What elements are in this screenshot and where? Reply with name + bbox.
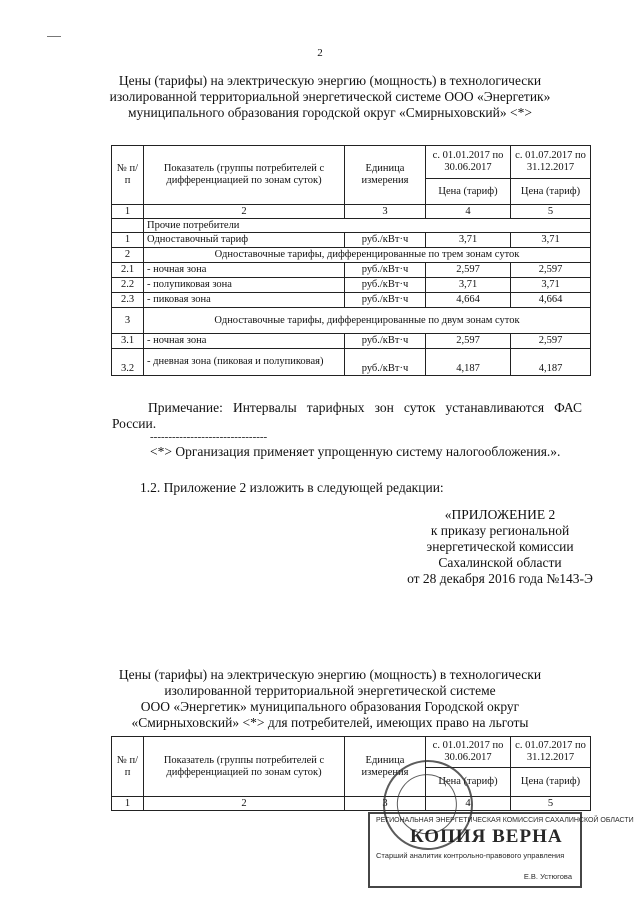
column-number: 1	[112, 205, 144, 219]
row-no: 1	[112, 233, 144, 248]
table2-title	[80, 667, 580, 731]
header-price-2: Цена (тариф)	[511, 768, 591, 797]
row-value-2: 3,71	[511, 278, 591, 293]
blank-cell	[112, 219, 144, 233]
section-no: 3	[112, 308, 144, 334]
table-row	[112, 233, 591, 248]
footnote: <*> Организация применяет упрощенную систему налогообложения.».	[150, 444, 561, 459]
title-line: «Смирныховский» <*> для потребителей, имеющих право на льготы	[131, 715, 529, 730]
column-number: 4	[426, 205, 511, 219]
header-indicator: Показатель (группы потребителей с дифференциацией по зонам суток)	[144, 146, 345, 205]
section-row	[112, 248, 591, 263]
appendix-line: «ПРИЛОЖЕНИЕ 2	[444, 507, 556, 522]
stamp-organization: РЕГИОНАЛЬНАЯ ЭНЕРГЕТИЧЕСКАЯ КОМИССИЯ САХАЛИНСКОЙ ОБЛАСТИ	[376, 817, 634, 824]
header-unit: Единица измерения	[345, 146, 426, 205]
header-no: № п/п	[112, 737, 144, 797]
row-unit: руб./кВт·ч	[345, 278, 426, 293]
page-number: 2	[317, 47, 323, 59]
row-unit: руб./кВт·ч	[345, 334, 426, 349]
row-name: - полупиковая зона	[144, 278, 345, 293]
row-value-1: 2,597	[426, 334, 511, 349]
header-period-2: с. 01.07.2017 по 31.12.2017	[511, 737, 591, 768]
column-number: 4	[426, 797, 511, 811]
appendix-line: энергетической комиссии	[426, 539, 574, 554]
header-price-1: Цена (тариф)	[426, 768, 511, 797]
table-row	[112, 293, 591, 308]
section-no: 2	[112, 248, 144, 263]
certified-copy-stamp	[368, 812, 634, 888]
column-number: 5	[511, 797, 591, 811]
section-title: Одноставочные тарифы, дифференцированные по двум зонам суток	[144, 308, 591, 334]
title-line: муниципального образования городской округ «Смирныховский» <*>	[128, 105, 532, 120]
header-price-1: Цена (тариф)	[426, 179, 511, 205]
stamp-position: Старший аналитик контрольно-правового управления	[376, 851, 565, 860]
row-value-2: 4,664	[511, 293, 591, 308]
row-no: 2.1	[112, 263, 144, 278]
row-value-2: 4,187	[511, 349, 591, 376]
scan-artifact	[47, 36, 61, 37]
row-unit: руб./кВт·ч	[345, 349, 426, 376]
row-value-1: 4,187	[426, 349, 511, 376]
stamp-signer: Е.В. Устюгова	[523, 872, 572, 881]
title-line: Цены (тарифы) на электрическую энергию (мощность) в технологически	[118, 73, 542, 88]
table-row	[112, 334, 591, 349]
footnote-separator: --------------------------------	[150, 431, 268, 443]
table1-title	[80, 73, 580, 121]
header-price-2: Цена (тариф)	[511, 179, 591, 205]
table-row	[112, 263, 591, 278]
row-no: 2.3	[112, 293, 144, 308]
row-value-2: 2,597	[511, 334, 591, 349]
column-number: 2	[144, 797, 345, 811]
row-unit: руб./кВт·ч	[345, 233, 426, 248]
header-no: № п/п	[112, 146, 144, 205]
column-number: 1	[112, 797, 144, 811]
row-value-1: 3,71	[426, 278, 511, 293]
table-row	[112, 278, 591, 293]
header-period-2: с. 01.07.2017 по 31.12.2017	[511, 146, 591, 179]
row-unit: руб./кВт·ч	[345, 293, 426, 308]
clause-1-2: 1.2. Приложение 2 изложить в следующей редакции:	[140, 480, 444, 495]
group-heading: Прочие потребители	[144, 219, 591, 233]
row-unit: руб./кВт·ч	[345, 263, 426, 278]
column-number: 5	[511, 205, 591, 219]
row-no: 3.1	[112, 334, 144, 349]
title-line: изолированной территориальной энергетической системе	[164, 683, 496, 698]
column-number: 3	[345, 797, 426, 811]
section-title: Одноставочные тарифы, дифференцированные по трем зонам суток	[144, 248, 591, 263]
appendix-header	[380, 507, 620, 587]
note-paragraph: Примечание: Интервалы тарифных зон суток устанавливаются ФАС России.	[112, 400, 582, 431]
table-row	[112, 349, 591, 376]
row-value-2: 2,597	[511, 263, 591, 278]
appendix-line: к приказу региональной	[430, 523, 570, 538]
row-name: - ночная зона	[144, 334, 345, 349]
header-indicator: Показатель (группы потребителей с дифференциацией по зонам суток)	[144, 737, 345, 797]
stamp-certified-copy: КОПИЯ ВЕРНА	[410, 826, 563, 847]
title-line: ООО «Энергетик» муниципального образования Городской округ	[140, 699, 520, 714]
row-value-1: 2,597	[426, 263, 511, 278]
title-line: изолированной территориальной энергетической системе ООО «Энергетик»	[109, 89, 551, 104]
header-unit: Единица измерения	[345, 737, 426, 797]
row-value-1: 3,71	[426, 233, 511, 248]
section-row	[112, 308, 591, 334]
row-value-1: 4,664	[426, 293, 511, 308]
appendix-line: от 28 декабря 2016 года №143-Э	[407, 571, 593, 586]
row-no: 2.2	[112, 278, 144, 293]
tariff-table-2	[111, 736, 591, 811]
title-line: Цены (тарифы) на электрическую энергию (мощность) в технологически	[118, 667, 542, 682]
header-period-1: с. 01.01.2017 по 30.06.2017	[426, 146, 511, 179]
column-number: 2	[144, 205, 345, 219]
row-name: - дневная зона (пиковая и полупиковая)	[144, 349, 345, 376]
tariff-table-1	[111, 145, 591, 376]
row-name: Одноставочный тариф	[144, 233, 345, 248]
row-value-2: 3,71	[511, 233, 591, 248]
column-number: 3	[345, 205, 426, 219]
row-no: 3.2	[112, 349, 144, 376]
appendix-line: Сахалинской области	[438, 555, 562, 570]
row-name: - пиковая зона	[144, 293, 345, 308]
row-name: - ночная зона	[144, 263, 345, 278]
header-period-1: с. 01.01.2017 по 30.06.2017	[426, 737, 511, 768]
